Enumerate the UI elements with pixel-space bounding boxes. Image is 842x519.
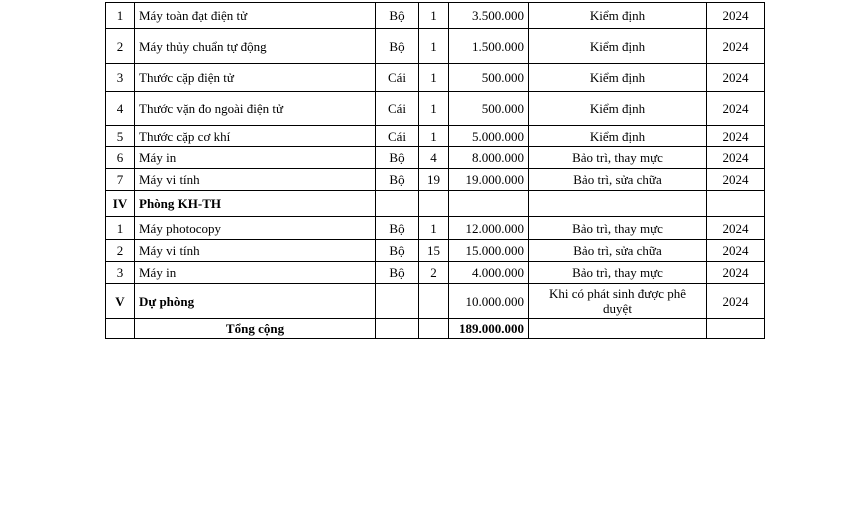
row-year: 2024 — [707, 240, 765, 262]
row-content: Bảo trì, thay mực — [529, 217, 707, 240]
section-row — [106, 191, 765, 217]
row-amount: 1.500.000 — [449, 29, 529, 64]
row-unit: Bộ — [376, 29, 419, 64]
table-row — [106, 262, 765, 284]
row-unit — [376, 191, 419, 217]
row-unit: Bộ — [376, 169, 419, 191]
row-content: Kiểm định — [529, 92, 707, 126]
section-number: V — [106, 284, 135, 319]
row-quantity: 19 — [419, 169, 449, 191]
row-content: Bảo trì, thay mực — [529, 262, 707, 284]
row-quantity: 1 — [419, 126, 449, 147]
section-title: Phòng KH-TH — [135, 191, 376, 217]
table-row — [106, 64, 765, 92]
total-empty-cell — [707, 319, 765, 339]
row-stt: 6 — [106, 147, 135, 169]
row-stt: 1 — [106, 3, 135, 29]
row-year: 2024 — [707, 147, 765, 169]
total-empty-cell — [106, 319, 135, 339]
row-item-name: Thước cặp điện tử — [135, 64, 376, 92]
row-unit: Cái — [376, 126, 419, 147]
row-item-name: Máy thủy chuẩn tự động — [135, 29, 376, 64]
section-number: IV — [106, 191, 135, 217]
row-amount — [449, 191, 529, 217]
row-unit: Bộ — [376, 3, 419, 29]
table-row — [106, 217, 765, 240]
row-quantity — [419, 191, 449, 217]
total-row — [106, 319, 765, 339]
row-amount: 12.000.000 — [449, 217, 529, 240]
row-content: Khi có phát sinh được phê duyệt — [529, 284, 707, 319]
row-quantity: 15 — [419, 240, 449, 262]
row-stt: 3 — [106, 262, 135, 284]
row-unit — [376, 284, 419, 319]
total-amount: 189.000.000 — [449, 319, 529, 339]
row-year: 2024 — [707, 92, 765, 126]
row-item-name: Máy photocopy — [135, 217, 376, 240]
table-row — [106, 126, 765, 147]
row-stt: 4 — [106, 92, 135, 126]
row-item-name: Máy toàn đạt điện tử — [135, 3, 376, 29]
total-label: Tổng cộng — [135, 319, 376, 339]
row-unit: Cái — [376, 64, 419, 92]
row-content: Kiểm định — [529, 64, 707, 92]
row-stt: 5 — [106, 126, 135, 147]
table-row — [106, 3, 765, 29]
row-year: 2024 — [707, 262, 765, 284]
row-year: 2024 — [707, 217, 765, 240]
row-quantity: 1 — [419, 92, 449, 126]
row-year: 2024 — [707, 126, 765, 147]
row-stt: 2 — [106, 29, 135, 64]
section-title: Dự phòng — [135, 284, 376, 319]
row-unit: Bộ — [376, 217, 419, 240]
row-year: 2024 — [707, 284, 765, 319]
row-item-name: Máy in — [135, 147, 376, 169]
row-unit: Bộ — [376, 240, 419, 262]
row-amount: 19.000.000 — [449, 169, 529, 191]
section-row — [106, 284, 765, 319]
row-item-name: Thước cặp cơ khí — [135, 126, 376, 147]
table-row — [106, 29, 765, 64]
row-year — [707, 191, 765, 217]
row-quantity: 1 — [419, 3, 449, 29]
table-row — [106, 240, 765, 262]
row-content: Kiểm định — [529, 29, 707, 64]
row-content: Bảo trì, sửa chữa — [529, 240, 707, 262]
table-row — [106, 169, 765, 191]
row-amount: 5.000.000 — [449, 126, 529, 147]
row-quantity: 1 — [419, 217, 449, 240]
row-stt: 7 — [106, 169, 135, 191]
table-row — [106, 147, 765, 169]
row-item-name: Máy vi tính — [135, 240, 376, 262]
row-quantity: 1 — [419, 64, 449, 92]
row-amount: 3.500.000 — [449, 3, 529, 29]
row-quantity: 4 — [419, 147, 449, 169]
row-item-name: Máy vi tính — [135, 169, 376, 191]
row-content: Kiểm định — [529, 126, 707, 147]
table-row — [106, 92, 765, 126]
row-year: 2024 — [707, 29, 765, 64]
row-unit: Bộ — [376, 147, 419, 169]
row-amount: 15.000.000 — [449, 240, 529, 262]
row-content: Kiểm định — [529, 3, 707, 29]
row-stt: 3 — [106, 64, 135, 92]
total-empty-cell — [419, 319, 449, 339]
row-content — [529, 191, 707, 217]
row-quantity: 2 — [419, 262, 449, 284]
row-year: 2024 — [707, 3, 765, 29]
row-amount: 4.000.000 — [449, 262, 529, 284]
row-content: Bảo trì, thay mực — [529, 147, 707, 169]
budget-table — [105, 2, 765, 339]
row-unit: Cái — [376, 92, 419, 126]
row-quantity — [419, 284, 449, 319]
row-year: 2024 — [707, 64, 765, 92]
total-empty-cell — [529, 319, 707, 339]
row-item-name: Thước vặn đo ngoài điện tử — [135, 92, 376, 126]
row-amount: 500.000 — [449, 92, 529, 126]
row-quantity: 1 — [419, 29, 449, 64]
row-item-name: Máy in — [135, 262, 376, 284]
row-year: 2024 — [707, 169, 765, 191]
row-stt: 2 — [106, 240, 135, 262]
total-empty-cell — [376, 319, 419, 339]
row-stt: 1 — [106, 217, 135, 240]
row-amount: 10.000.000 — [449, 284, 529, 319]
row-unit: Bộ — [376, 262, 419, 284]
row-amount: 500.000 — [449, 64, 529, 92]
row-content: Bảo trì, sửa chữa — [529, 169, 707, 191]
row-amount: 8.000.000 — [449, 147, 529, 169]
